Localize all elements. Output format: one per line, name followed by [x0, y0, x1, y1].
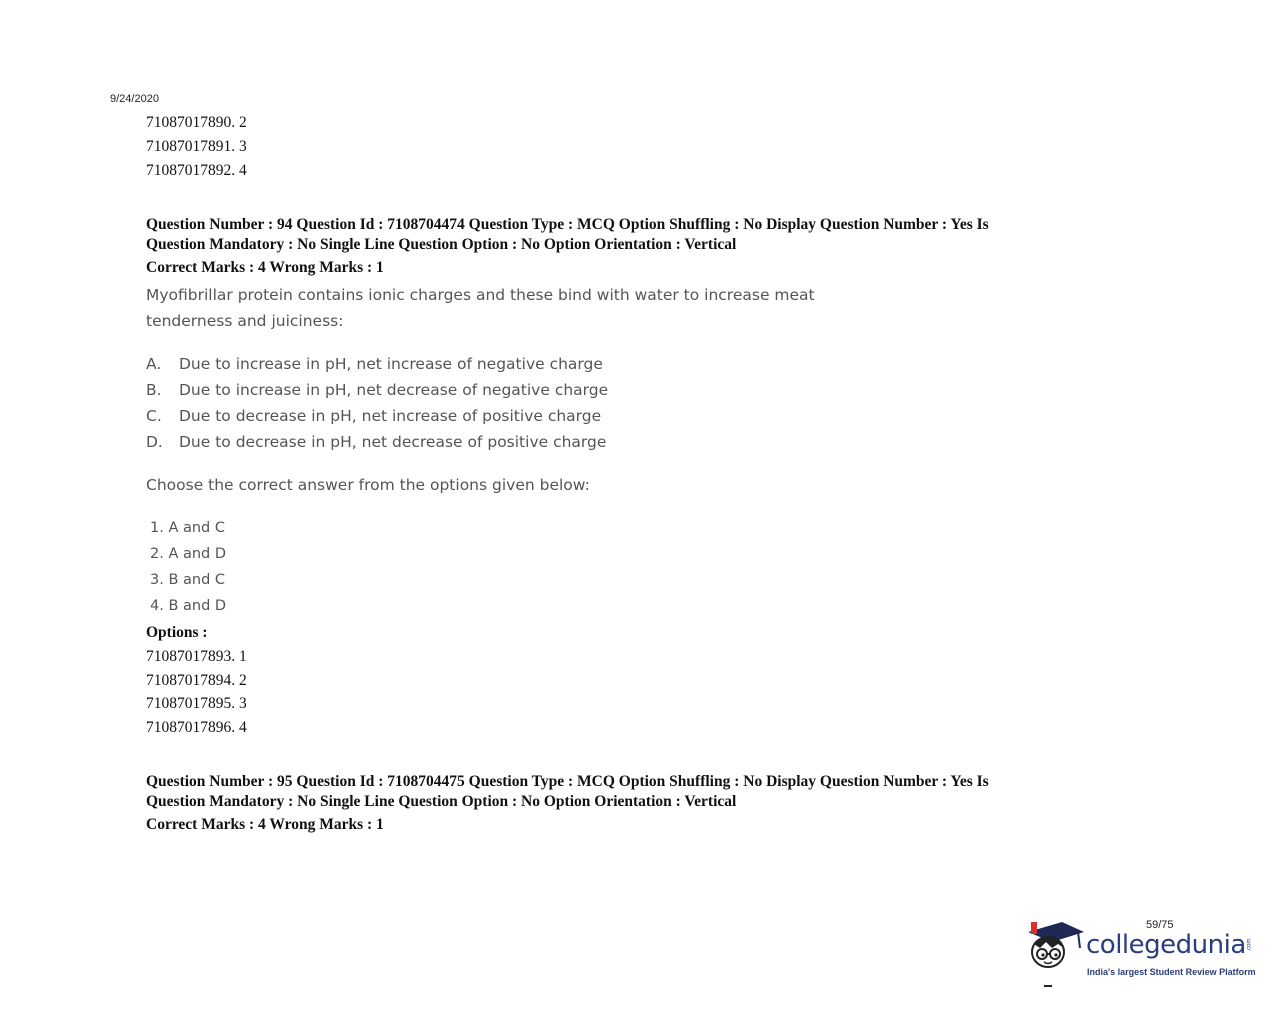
statement-letter: C.: [146, 407, 162, 425]
q94-instruction: Choose the correct answer from the options given below:: [146, 476, 590, 494]
q94-question-line-2: tenderness and juiciness:: [146, 312, 344, 330]
prev-option-3: 71087017892. 4: [146, 162, 247, 179]
statement-letter: D.: [146, 433, 163, 451]
q94-option-4: 71087017896. 4: [146, 719, 247, 736]
statement-text: Due to decrease in pH, net decrease of positive charge: [179, 433, 607, 451]
q94-option-2: 71087017894. 2: [146, 672, 247, 689]
q95-meta-line-1: Question Number : 95 Question Id : 7108704475 Question Type : MCQ Option Shuffling : No Display Question Number : Yes Is: [146, 773, 989, 790]
q94-statement-a: [146, 351, 603, 377]
brand-suffix: .com: [1246, 938, 1253, 952]
q94-options-label: Options :: [146, 624, 208, 641]
q95-meta-line-2: Question Mandatory : No Single Line Question Option : No Option Orientation : Vertical: [146, 793, 737, 810]
brand-tagline: India's largest Student Review Platform: [1087, 967, 1256, 977]
q94-choice-2: 2. A and D: [150, 546, 227, 562]
print-date: 9/24/2020: [110, 93, 159, 105]
q94-statement-d: [146, 429, 606, 455]
q94-marks: Correct Marks : 4 Wrong Marks : 1: [146, 259, 384, 276]
q95-marks: Correct Marks : 4 Wrong Marks : 1: [146, 816, 384, 833]
statement-text: Due to increase in pH, net decrease of negative charge: [179, 381, 609, 399]
q94-question-line-1: Myofibrillar protein contains ionic charges and these bind with water to increase meat: [146, 286, 815, 304]
q94-choice-4: 4. B and D: [150, 598, 227, 614]
prev-option-1: 71087017890. 2: [146, 114, 247, 131]
q94-option-3: 71087017895. 3: [146, 695, 247, 712]
q94-statement-b: [146, 377, 608, 403]
q94-choice-1: 1. A and C: [150, 520, 225, 536]
prev-option-2: 71087017891. 3: [146, 138, 247, 155]
statement-letter: B.: [146, 381, 162, 399]
q94-question-text: [146, 282, 815, 334]
page-number: 59/75: [1146, 919, 1174, 931]
q94-meta-line-1: Question Number : 94 Question Id : 7108704474 Question Type : MCQ Option Shuffling : No Display Question Number : Yes Is: [146, 216, 989, 233]
q94-meta-line-2: Question Mandatory : No Single Line Question Option : No Option Orientation : Vertical: [146, 236, 737, 253]
brand-wordmark: collegedunia: [1086, 930, 1246, 960]
q94-statement-c: [146, 403, 601, 429]
q94-choice-3: 3. B and C: [150, 572, 226, 588]
q95-meta: [146, 772, 1126, 812]
q94-option-1: 71087017893. 1: [146, 648, 247, 665]
statement-letter: A.: [146, 355, 162, 373]
statement-text: Due to decrease in pH, net increase of positive charge: [179, 407, 602, 425]
statement-text: Due to increase in pH, net increase of negative charge: [179, 355, 603, 373]
q94-meta: [146, 215, 1126, 255]
